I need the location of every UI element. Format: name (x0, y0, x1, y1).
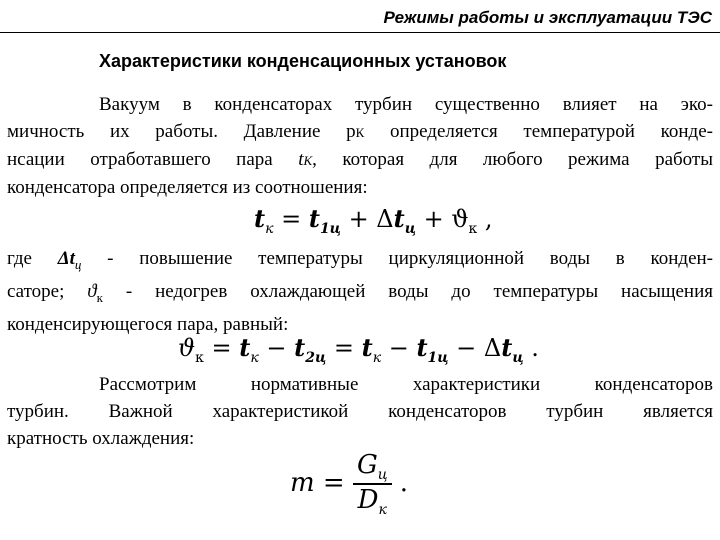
section-title: Характеристики конденсационных установок (99, 51, 507, 71)
formula-condensation-temperature: $t_к = t_{1ц} + \Delta t_ц + ϑ_к$ , (254, 204, 493, 237)
text-line: Вакуум в конденсаторах турбин существенно влияет на эко- (99, 94, 713, 115)
text-line: конденсирующегося пара, равный: (7, 313, 289, 335)
text-line: кратность охлаждения: (7, 428, 195, 449)
text-line: Рассмотрим нормативные характеристики конденсаторов (99, 374, 713, 395)
fraction: $\frac{G_ц}{D_к}$ (353, 450, 392, 518)
header-title: Режимы работы и эксплуатации ТЭС (383, 8, 712, 27)
header-divider (0, 32, 720, 33)
text-line: конденсатора определяется из соотношения: (7, 177, 368, 198)
text-line: мичность их работы. Давление рК определяется температурой конде- (7, 121, 713, 142)
paragraph-definitions (7, 245, 713, 338)
text-line: саторе; $ϑ_к$ - недогрев охлаждающей воды до температуры насыщения (7, 280, 713, 305)
text-line: нсации отработавшего пара tК, которая для любого режима работы (7, 149, 713, 170)
formula-cooling-ratio: m = $\frac{G_ц}{D_к}$ . (290, 450, 409, 519)
text-line: где $\Delta t_ц$ - повышение температуры циркуляционной воды в конден- (7, 248, 713, 272)
formula-subcooling: $ϑ_к = t_к - t_{2ц} = t_к - t_{1ц} - \Delta t_ц$ . (178, 333, 539, 366)
paragraph-cooling-ratio (7, 371, 713, 452)
text-line: турбин. Важной характеристикой конденсаторов турбин является (7, 401, 713, 422)
paragraph-intro (7, 91, 713, 201)
